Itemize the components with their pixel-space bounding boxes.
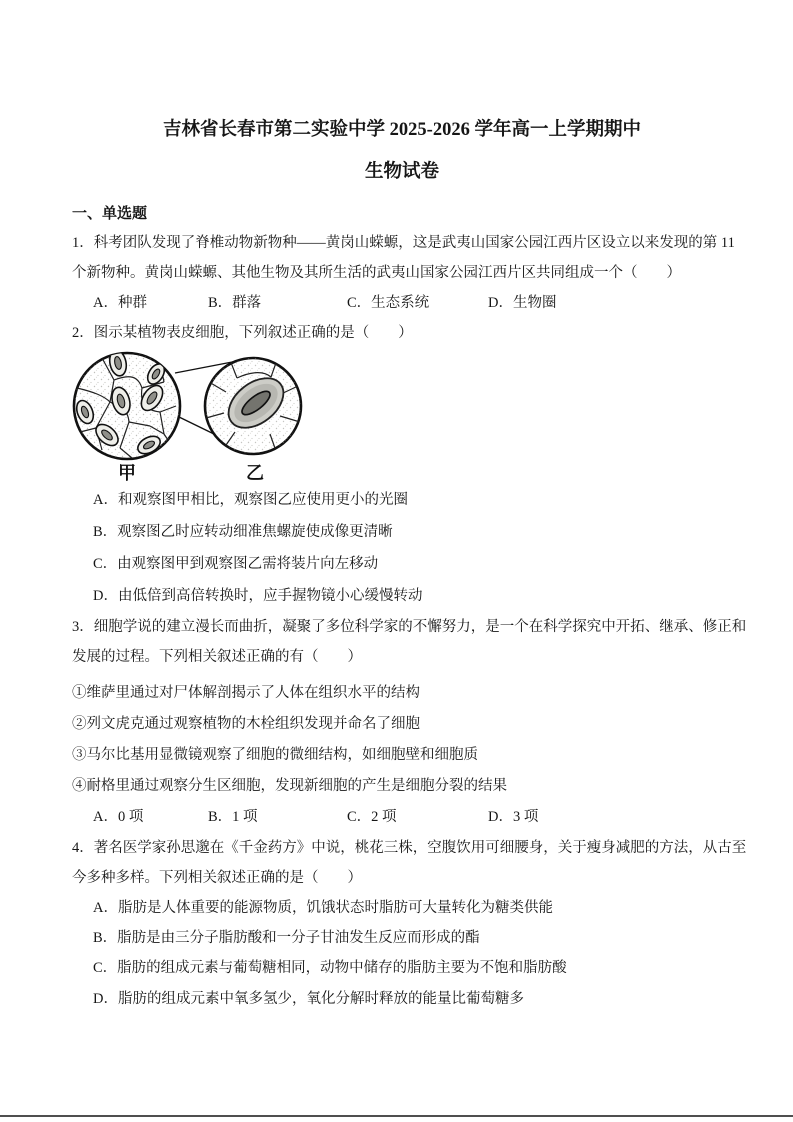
question-3-statement-2: ②列文虎克通过观察植物的木栓组织发现并命名了细胞 — [72, 716, 420, 732]
figure-label-jia: 甲 — [118, 463, 136, 482]
question-3 — [72, 612, 747, 833]
question-3-statement-4: ④耐格里通过观察分生区细胞，发现新细胞的产生是细胞分裂的结果 — [72, 778, 507, 794]
question-3-text-line2: 发展的过程。下列相关叙述正确的有（ ） — [72, 649, 362, 665]
section-header: 一、单选题 — [72, 206, 148, 222]
question-4-option-b: B．脂肪是由三分子脂肪酸和一分子甘油发生反应而形成的酯 — [93, 930, 480, 946]
question-4 — [72, 833, 747, 1015]
exam-title-line1: 吉林省长春市第二实验中学 2025-2026 学年高一上学期期中 — [163, 120, 641, 140]
question-3-option-d: D．3 项 — [488, 809, 539, 825]
right-microscope-view — [205, 358, 301, 454]
question-1-text-line2: 个新物种。黄岗山蝾螈、其他生物及其所生活的武夷山国家公园江西片区共同组成一个（ ） — [72, 265, 681, 281]
question-3-options — [72, 802, 732, 833]
question-2-option-c: C．由观察图甲到观察图乙需将装片向左移动 — [93, 556, 379, 572]
question-1-option-d: D．生物圈 — [488, 295, 557, 311]
question-1-text-line1: 1．科考团队发现了脊椎动物新物种——黄岗山蝾螈，这是武夷山国家公园江西片区设立以来发现的第 11 — [72, 235, 735, 251]
figure-label-yi: 乙 — [246, 463, 264, 482]
question-1-options — [72, 288, 732, 318]
page-content — [72, 112, 747, 1015]
exam-title-line2: 生物试卷 — [364, 162, 439, 182]
question-2-stem: 2．图示某植物表皮细胞，下列叙述正确的是（ ） — [72, 325, 413, 341]
question-3-option-a: A．0 项 — [93, 809, 144, 825]
question-4-option-d: D．脂肪的组成元素中氧多氢少，氧化分解时释放的能量比葡萄糖多 — [93, 991, 524, 1007]
left-microscope-view — [74, 350, 180, 459]
page-bottom-border — [0, 1115, 793, 1118]
question-3-statement-3: ③马尔比基用显微镜观察了细胞的微细结构，如细胞壁和细胞质 — [72, 747, 478, 763]
question-4-text-line1: 4．著名医学家孙思邈在《千金药方》中说，桃花三株，空腹饮用可细腰身，关于瘦身减肥的方法，从古至 — [72, 840, 747, 856]
question-1 — [72, 228, 735, 318]
question-2-option-a: A．和观察图甲相比，观察图乙应使用更小的光圈 — [93, 492, 408, 508]
question-3-option-b: B．1 项 — [208, 809, 258, 825]
question-3-option-c: C．2 项 — [347, 809, 397, 825]
question-3-statement-1: ①维萨里通过对尸体解剖揭示了人体在组织水平的结构 — [72, 685, 420, 701]
question-2-option-b: B．观察图乙时应转动细准焦螺旋使成像更清晰 — [93, 524, 393, 540]
question-1-option-a: A．种群 — [93, 295, 147, 311]
question-4-option-a: A．脂肪是人体重要的能源物质，饥饿状态时脂肪可大量转化为糖类供能 — [93, 900, 553, 916]
question-2 — [72, 318, 732, 612]
question-4-text-line2: 今多种多样。下列相关叙述正确的是（ ） — [72, 870, 362, 886]
question-3-text-line1: 3．细胞学说的建立漫长而曲折，凝聚了多位科学家的不懈努力，是一个在科学探究中开拓、继承、修正和 — [72, 619, 747, 635]
question-1-option-b: B．群落 — [208, 295, 262, 311]
question-2-option-d: D．由低倍到高倍转换时，应手握物镜小心缓慢转动 — [93, 588, 423, 604]
question-1-option-c: C．生态系统 — [347, 295, 430, 311]
question-4-option-c: C．脂肪的组成元素与葡萄糖相同，动物中储存的脂肪主要为不饱和脂肪酸 — [93, 960, 567, 976]
question-2-figure-wrap — [72, 350, 732, 482]
stomata-figure — [72, 350, 334, 482]
